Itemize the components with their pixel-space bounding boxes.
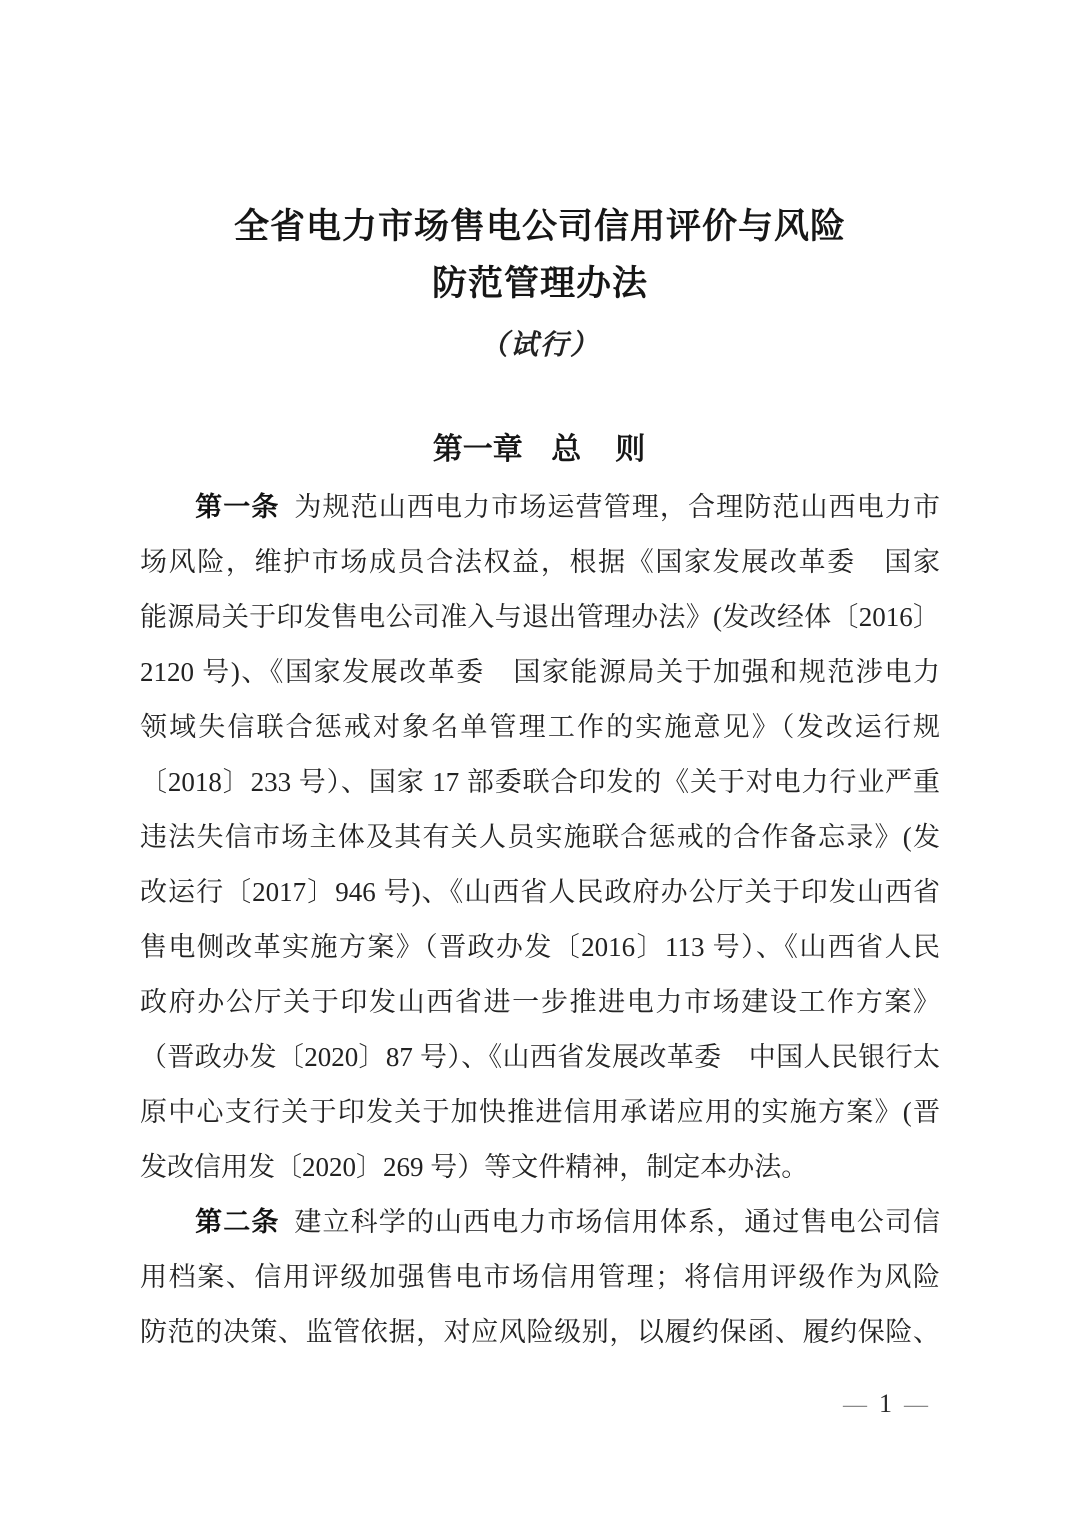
article1-line-8: 改运行〔2017〕946 号)、《山西省人民政府办公厅关于印发山西省	[140, 877, 940, 907]
page-number: 1	[879, 1389, 894, 1418]
article1-line-11: （晋政办发〔2020〕87 号）、《山西省发展改革委 中国人民银行太	[140, 1042, 940, 1072]
line-text: 建立科学的山西电力市场信用体系，通过售电公司信	[294, 1207, 941, 1237]
footer-dash-right: —	[904, 1392, 930, 1418]
article1-line-10: 政府办公厅关于印发山西省进一步推进电力市场建设工作方案》	[140, 987, 940, 1017]
article1-line-1	[140, 480, 940, 535]
article2-label: 第二条	[194, 1207, 280, 1237]
article1-label: 第一条	[194, 492, 280, 522]
article1-line-4: 2120 号)、《国家发展改革委 国家能源局关于加强和规范涉电力	[140, 657, 940, 687]
article1-line-12: 原中心支行关于印发关于加快推进信用承诺应用的实施方案》(晋	[140, 1097, 940, 1127]
line-text: 为规范山西电力市场运营管理，合理防范山西电力市	[294, 492, 941, 522]
article2-line-3: 防范的决策、监管依据，对应风险级别，以履约保函、履约保险、	[140, 1317, 940, 1347]
document-body	[0, 480, 1080, 1360]
article2-line-2: 用档案、信用评级加强售电市场信用管理；将信用评级作为风险	[140, 1262, 940, 1292]
title-line-1: 全省电力市场售电公司信用评价与风险	[233, 207, 846, 246]
article1-line-9: 售电侧改革实施方案》（晋政办发〔2016〕113 号）、《山西省人民	[140, 932, 940, 962]
document-title	[0, 0, 1080, 312]
article1-line-2: 场风险，维护市场成员合法权益，根据《国家发展改革委 国家	[140, 547, 940, 577]
title-line-2: 防范管理办法	[431, 264, 648, 303]
footer-dash-left: —	[843, 1392, 869, 1418]
chapter-number: 第一章	[432, 433, 523, 466]
article1-line-13: 发改信用发〔2020〕269 号）等文件精神，制定本办法。	[140, 1152, 809, 1182]
document-subtitle: （试行）	[479, 328, 600, 361]
chapter-heading	[0, 430, 1080, 470]
page-footer	[833, 1389, 940, 1420]
chapter-name: 总 则	[551, 433, 648, 466]
article1-line-5: 领域失信联合惩戒对象名单管理工作的实施意见》（发改运行规	[140, 712, 940, 742]
article1-line-3: 能源局关于印发售电公司准入与退出管理办法》(发改经体〔2016〕	[140, 602, 940, 632]
article2-line-1	[140, 1195, 940, 1250]
article1-line-6: 〔2018〕233 号）、国家 17 部委联合印发的《关于对电力行业严重	[140, 767, 940, 797]
article1-line-7: 违法失信市场主体及其有关人员实施联合惩戒的合作备忘录》(发	[140, 822, 940, 852]
